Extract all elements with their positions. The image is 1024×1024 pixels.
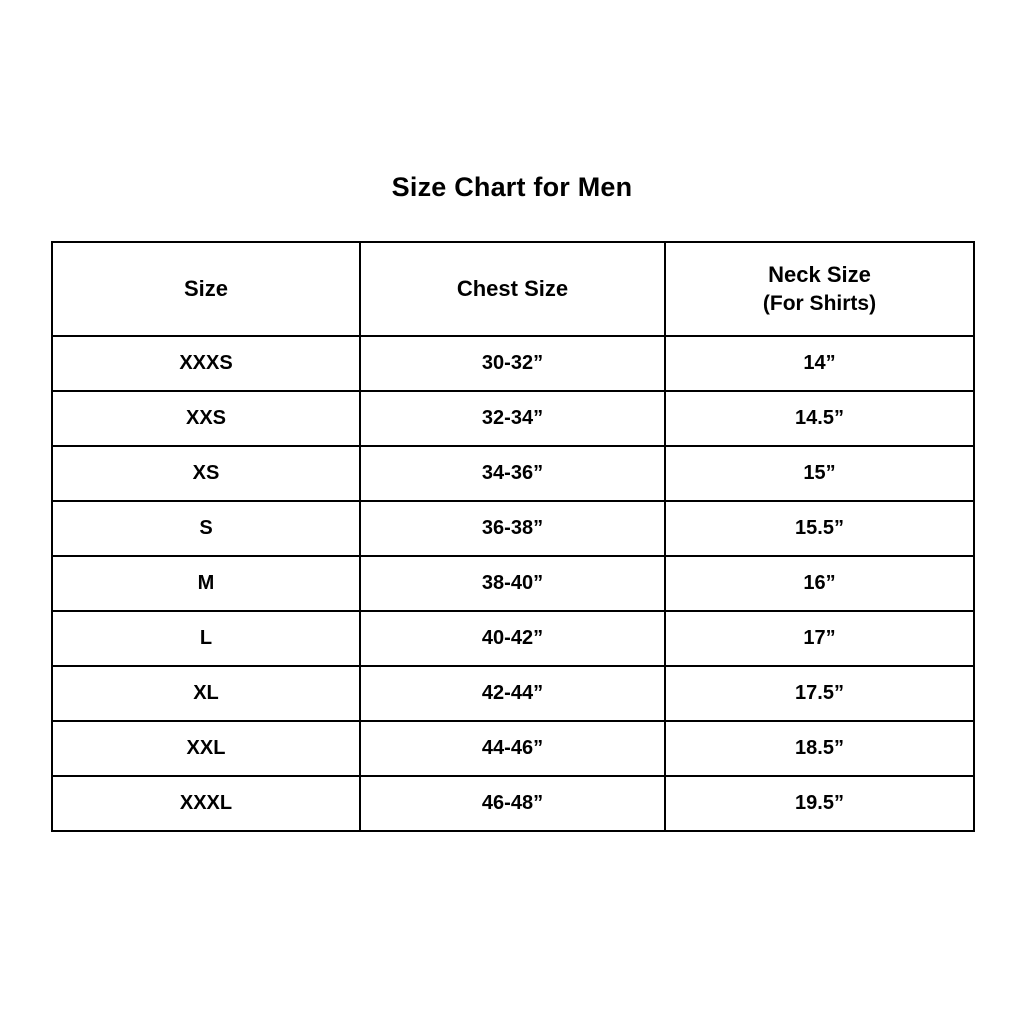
cell-size: XXS xyxy=(52,391,360,446)
column-header-size xyxy=(52,242,360,336)
column-header-neck-size-sublabel: (For Shirts) xyxy=(762,291,877,315)
table-header-row xyxy=(52,242,974,336)
table-row xyxy=(52,666,974,721)
cell-size: XL xyxy=(52,666,360,721)
column-header-chest-size xyxy=(360,242,665,336)
cell-neck-size: 19.5” xyxy=(665,776,974,831)
column-header-chest-size-label: Chest Size xyxy=(456,276,569,302)
column-header-neck-size-label: Neck Size xyxy=(768,261,871,287)
table-row xyxy=(52,391,974,446)
cell-neck-size: 16” xyxy=(665,556,974,611)
table-row xyxy=(52,776,974,831)
table-row xyxy=(52,336,974,391)
cell-chest-size: 32-34” xyxy=(360,391,665,446)
cell-neck-size: 14.5” xyxy=(665,391,974,446)
cell-neck-size: 15.5” xyxy=(665,501,974,556)
cell-size: XS xyxy=(52,446,360,501)
table-row xyxy=(52,556,974,611)
table-body xyxy=(52,336,974,831)
cell-chest-size: 44-46” xyxy=(360,721,665,776)
cell-size: XXXL xyxy=(52,776,360,831)
cell-chest-size: 36-38” xyxy=(360,501,665,556)
cell-size: M xyxy=(52,556,360,611)
page-title: Size Chart for Men xyxy=(391,172,633,202)
table-row xyxy=(52,501,974,556)
cell-chest-size: 46-48” xyxy=(360,776,665,831)
table-row xyxy=(52,611,974,666)
column-header-size-label: Size xyxy=(183,276,229,302)
cell-chest-size: 40-42” xyxy=(360,611,665,666)
cell-size: L xyxy=(52,611,360,666)
table-row xyxy=(52,446,974,501)
cell-neck-size: 18.5” xyxy=(665,721,974,776)
cell-chest-size: 30-32” xyxy=(360,336,665,391)
cell-neck-size: 15” xyxy=(665,446,974,501)
cell-chest-size: 38-40” xyxy=(360,556,665,611)
cell-neck-size: 14” xyxy=(665,336,974,391)
cell-size: XXXS xyxy=(52,336,360,391)
cell-chest-size: 34-36” xyxy=(360,446,665,501)
cell-size: XXL xyxy=(52,721,360,776)
size-chart-table xyxy=(51,241,975,832)
cell-chest-size: 42-44” xyxy=(360,666,665,721)
cell-neck-size: 17” xyxy=(665,611,974,666)
column-header-neck-size xyxy=(665,242,974,336)
table-row xyxy=(52,721,974,776)
table-header xyxy=(52,242,974,336)
cell-size: S xyxy=(52,501,360,556)
cell-neck-size: 17.5” xyxy=(665,666,974,721)
